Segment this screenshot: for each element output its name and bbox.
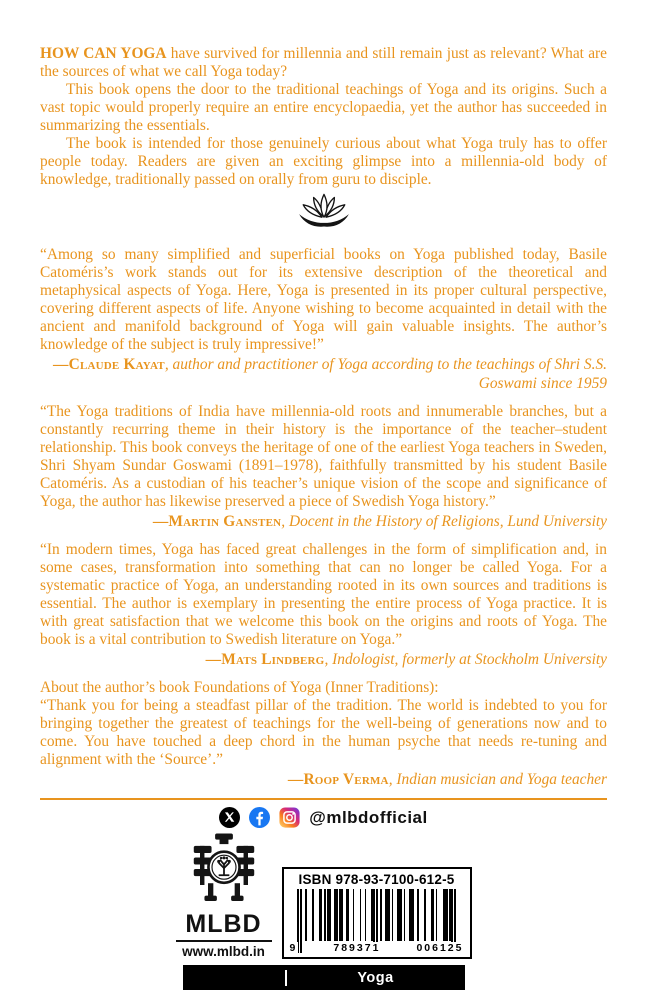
intro-paragraph-3: The book is intended for those genuinely curious about what Yoga truly has to offer people today. Readers are given an exciting glimpse into a millennia-old body of knowledge, traditionally passed on orally from guru to disciple. [40,135,607,188]
isbn-barcode-box [282,867,472,959]
quote-attribution [40,512,607,531]
about-heading: About the author’s book Foundations of Yoga (Inner Traditions): [40,679,439,696]
barcode-digit-group: 006125 [416,942,464,954]
barcode [288,889,466,953]
quote-attribution [40,355,607,393]
attribution-role: , Indologist, formerly at Stockholm University [324,651,607,668]
quote-block-1 [40,246,607,393]
attribution-role: , Docent in the History of Religions, Lund University [281,513,607,530]
category-bar-left-section [183,965,285,990]
attribution-role: , Indian musician and Yoga teacher [388,771,607,788]
category-bar [183,965,465,990]
instagram-icon [279,807,300,828]
lotus-icon [296,191,352,231]
about-author-block [40,679,607,789]
intro-lead: HOW CAN YOGA [40,45,167,62]
publisher-website: www.mlbd.in [176,940,272,959]
orange-divider-rule [40,798,607,800]
x-twitter-icon [219,807,240,828]
mlbd-emblem-icon [192,833,256,905]
category-label: Yoga [357,969,394,986]
intro-paragraph-1 [40,45,607,81]
facebook-icon [249,807,270,828]
attribution-name: —Roop Verma [287,771,389,788]
attribution-name: —Mats Lindberg [205,651,325,668]
lotus-divider [40,191,607,236]
about-quote-text: “Thank you for being a steadfast pillar of the tradition. The world is indebted to you for bringing together the greatest of teachings for the well-being of generations now and to come. You have touched a deep chord in the human psyche that needs re-tuning and alignment with the ‘Source’.” [40,697,607,768]
about-attribution [40,770,607,789]
publisher-logo-block [176,833,272,959]
quote-block-3 [40,541,607,669]
quote-text: “Among so many simplified and superficial books on Yoga published today, Basile Catoméris’s work stands out for its extensive description of the theoretical and metaphysical aspects of Yoga. Here, Yoga is presented in its proper cultural perspective, covering different aspects of life. Anyone wishing to become acquainted in detail with the ancient and manifold background of Yoga will gain valuable insights. The author’s knowledge of the subject is truly impressive!” [40,246,607,353]
quote-text: “In modern times, Yoga has faced great challenges in the form of simplification and, in some cases, transformation into something that can no longer be called Yoga. For a systematic practice of Yoga, an understanding rooted in its own sources and traditions is essential. The author is exemplary in presenting the entire process of Yoga practice. It is with great satisfaction that we welcome this book on the origins and roots of Yoga. The book is a vital contribution to Swedish literature on Yoga.” [40,541,607,648]
publisher-row [40,833,607,959]
quote-text: “The Yoga traditions of India have millennia-old roots and innumerable branches, but a constantly recurring theme in their history is the importance of the teacher–student relationship. This book conveys the heritage of one of the earliest Yoga teachers in Sweden, Shri Shyam Sundar Goswami (1891–1978), faithfully transmitted by his student Basile Catoméris. As a custodian of his teacher’s unique vision of the scope and significance of Yoga, the author has likewise preserved a piece of Swedish Yoga history.” [40,403,607,510]
intro-lead-rest: have survived for millennia and still remain just as relevant? What are the sources of what we call Yoga today? [40,45,607,80]
quote-attribution [40,650,607,669]
barcode-digit-group: 789371 [333,942,381,954]
isbn-label: ISBN 978-93-7100-612-5 [298,872,455,887]
social-media-row [40,807,607,828]
publisher-name: MLBD [185,910,262,938]
intro-block [40,45,607,189]
attribution-name: —Martin Gansten [152,513,282,530]
quote-block-2 [40,403,607,531]
barcode-digits [288,942,466,954]
barcode-digit-group: 9 [289,942,298,954]
social-handle: @mlbdofficial [309,807,428,827]
attribution-role: , author and practitioner of Yoga according to the teachings of Shri S.S. Goswami since 1959 [164,356,607,392]
attribution-name: —Claude Kayat [53,356,165,373]
intro-paragraph-2: This book opens the door to the traditional teachings of Yoga and its origins. Such a vast topic would properly require an entire encyclopaedia, yet the author has succeeded in summarizing the essentials. [40,81,607,134]
